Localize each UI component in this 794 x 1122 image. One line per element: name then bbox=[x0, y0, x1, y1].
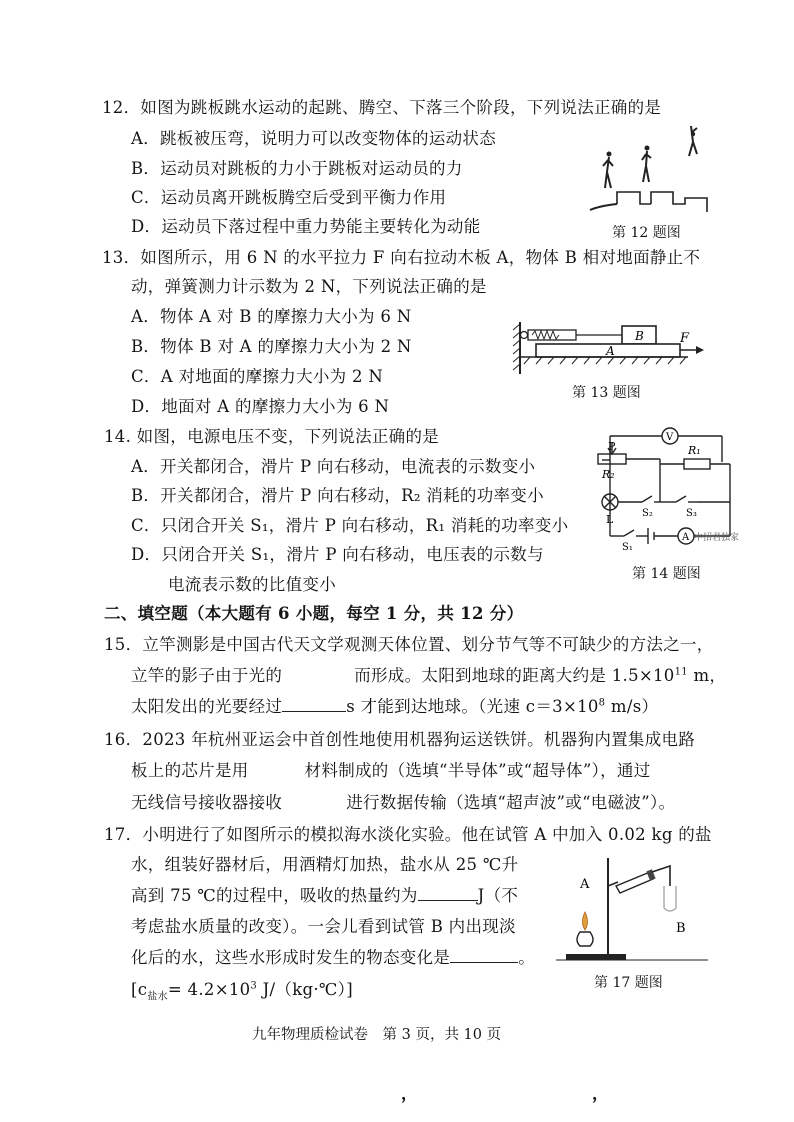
voltmeter-label: V bbox=[666, 432, 674, 443]
q14-circuit-figure bbox=[590, 424, 740, 556]
q15-line2 bbox=[131, 662, 726, 686]
q14-caption: 第 14 题图 bbox=[632, 566, 701, 582]
diver-airborne-figure bbox=[642, 146, 651, 183]
q12-option-c: C．运动员离开跳板腾空后受到平衡力作用 bbox=[131, 188, 447, 207]
q17-blank-1[interactable] bbox=[418, 886, 478, 901]
q14-option-b: B．开关都闭合，滑片 P 向右移动，R₂ 消耗的功率变小 bbox=[131, 486, 544, 505]
q17-line3-part2: J（不 bbox=[477, 886, 519, 905]
spring-scale bbox=[521, 330, 623, 340]
q13-figure bbox=[510, 316, 710, 382]
q16-line3-part1: 无线信号接收器接收 bbox=[131, 793, 283, 812]
q12-option-d: D．运动员下落过程中重力势能主要转化为动能 bbox=[131, 217, 481, 236]
delivery-tube bbox=[652, 866, 670, 886]
block-b-label: B bbox=[635, 329, 644, 343]
q16-line2 bbox=[131, 757, 651, 781]
s1-label: S₁ bbox=[622, 542, 633, 553]
q17-line2: 水，组装好器材后，用酒精灯加热，盐水从 25 ℃升 bbox=[131, 855, 519, 874]
section-2-title: 二、填空题（本大题有 6 小题，每空 1 分，共 12 分） bbox=[104, 604, 524, 623]
tube-b-label: B bbox=[676, 921, 686, 936]
q17-line3-part1: 高到 75 ℃的过程中，吸收的热量约为 bbox=[131, 886, 418, 905]
q16-line2-part1: 板上的芯片是用 bbox=[131, 761, 249, 780]
q12-stem: 12．如图为跳板跳水运动的起跳、腾空、下落三个阶段，下列说法正确的是 bbox=[102, 98, 662, 117]
q14-option-d: D．只闭合开关 S₁，滑片 P 向右移动，电压表的示数与 bbox=[131, 545, 544, 564]
diver-takeoff-figure bbox=[603, 152, 613, 189]
q17-line6-part2: = 4.2×10 bbox=[167, 980, 251, 999]
q13-stem-line2: 动，弹簧测力计示数为 2 N，下列说法正确的是 bbox=[131, 277, 487, 296]
q17-blank-2[interactable] bbox=[450, 948, 518, 963]
q12-diving-figure bbox=[585, 122, 715, 222]
q15-line3-part3: m/s） bbox=[605, 697, 659, 716]
stray-mark-right: ， bbox=[592, 1084, 609, 1103]
q17-line5 bbox=[131, 944, 535, 968]
q16-line3-part2: 进行数据传输（选填“超声波”或“电磁波”）。 bbox=[346, 793, 676, 812]
diver-falling-figure bbox=[689, 126, 697, 156]
q15-line1: 15．立竿测影是中国古代天文学观测天体位置、划分节气等不可缺少的方法之一， bbox=[104, 635, 714, 654]
q16-line3 bbox=[131, 789, 675, 813]
q16-line1: 16．2023 年杭州亚运会中首创性地使用机器狗运送铁饼。机器狗内置集成电路 bbox=[104, 730, 696, 749]
q17-line3 bbox=[131, 882, 518, 906]
q17-line1: 17．小明进行了如图所示的模拟海水淡化实验。他在试管 A 中加入 0.02 kg 的盐 bbox=[104, 825, 712, 844]
alcohol-lamp bbox=[577, 932, 593, 946]
q15-line3 bbox=[131, 693, 658, 717]
q15-line3-part2: s 才能到达地球。（光速 c＝3×10 bbox=[346, 697, 599, 716]
q13-caption: 第 13 题图 bbox=[572, 385, 641, 401]
q17-line4: 考虑盐水质量的改变）。一会儿看到试管 B 内出现淡 bbox=[131, 917, 516, 936]
lamp-label: L bbox=[606, 513, 614, 526]
q17-line5-part2: 。 bbox=[518, 948, 536, 967]
q17-subscript: 盐水 bbox=[147, 991, 168, 1003]
q17-line6-part3: J/（kg·℃）] bbox=[257, 980, 353, 999]
q16-line2-part2: 材料制成的（选填“半导体”或“超导体”），通过 bbox=[304, 761, 651, 780]
q16-blank-2[interactable] bbox=[282, 794, 346, 808]
q15-line2-part2: 而形成。太阳到地球的距离大约是 1.5×10 bbox=[354, 666, 675, 685]
q15-line3-part1: 太阳发出的光要经过 bbox=[131, 697, 283, 716]
q12-option-a: A．跳板被压弯，说明力可以改变物体的运动状态 bbox=[131, 129, 497, 148]
ammeter-label: A bbox=[682, 532, 690, 543]
q13-stem-line1: 13．如图所示，用 6 N 的水平拉力 F 向右拉动木板 A，物体 B 相对地面静止不 bbox=[102, 248, 701, 267]
q13-option-b: B．物体 B 对 A 的摩擦力大小为 2 N bbox=[131, 337, 412, 356]
r2-label: R₂ bbox=[602, 468, 615, 481]
q14-option-a: A．开关都闭合，滑片 P 向右移动，电流表的示数变小 bbox=[131, 457, 536, 476]
q17-line5-part1: 化后的水，这些水形成时发生的物态变化是 bbox=[131, 948, 451, 967]
q17-caption: 第 17 题图 bbox=[594, 975, 663, 991]
q15-exponent-8: 8 bbox=[598, 697, 606, 709]
q16-blank-1[interactable] bbox=[249, 762, 305, 776]
q15-line2-part3: m， bbox=[687, 666, 727, 685]
page-footer: 九年物理质检试卷 第 3 页，共 10 页 bbox=[252, 1027, 502, 1043]
q17-line6 bbox=[131, 976, 353, 1002]
watermark-text: 中招君独家 bbox=[694, 533, 740, 543]
tube-a-label: A bbox=[580, 877, 590, 892]
q14-option-d-cont: 电流表示数的比值变小 bbox=[168, 575, 336, 594]
q12-option-b: B．运动员对跳板的力小于跳板对运动员的力 bbox=[131, 159, 463, 178]
q12-caption: 第 12 题图 bbox=[612, 225, 681, 241]
q15-blank-1[interactable] bbox=[282, 667, 354, 681]
s2-label: S₂ bbox=[642, 508, 653, 519]
s3-label: S₃ bbox=[686, 508, 697, 519]
flame-icon bbox=[583, 912, 588, 930]
q15-blank-2[interactable] bbox=[282, 697, 346, 712]
q15-exponent-11: 11 bbox=[674, 666, 688, 678]
q13-option-c: C．A 对地面的摩擦力大小为 2 N bbox=[131, 367, 384, 386]
q15-line2-part1: 立竿的影子由于光的 bbox=[131, 666, 283, 685]
q17-apparatus-figure bbox=[552, 852, 712, 968]
q14-stem: 14. 如图，电源电压不变，下列说法正确的是 bbox=[104, 427, 440, 446]
test-tube-b bbox=[664, 886, 676, 911]
force-f-label: F bbox=[680, 331, 690, 346]
test-tube-a bbox=[616, 872, 653, 893]
q13-option-d: D．地面对 A 的摩擦力大小为 6 N bbox=[131, 397, 390, 416]
stray-mark-left: ， bbox=[401, 1084, 418, 1103]
q17-exponent-3: 3 bbox=[250, 980, 258, 992]
q17-line6-part1: [c bbox=[131, 980, 148, 999]
stand-base bbox=[566, 954, 626, 960]
board-a-label: A bbox=[606, 344, 615, 358]
q14-option-c: C．只闭合开关 S₁，滑片 P 向右移动，R₁ 消耗的功率变小 bbox=[131, 516, 569, 535]
slider-p-label: P bbox=[608, 440, 616, 453]
q13-option-a: A．物体 A 对 B 的摩擦力大小为 6 N bbox=[131, 307, 412, 326]
r1-label: R₁ bbox=[688, 444, 701, 457]
